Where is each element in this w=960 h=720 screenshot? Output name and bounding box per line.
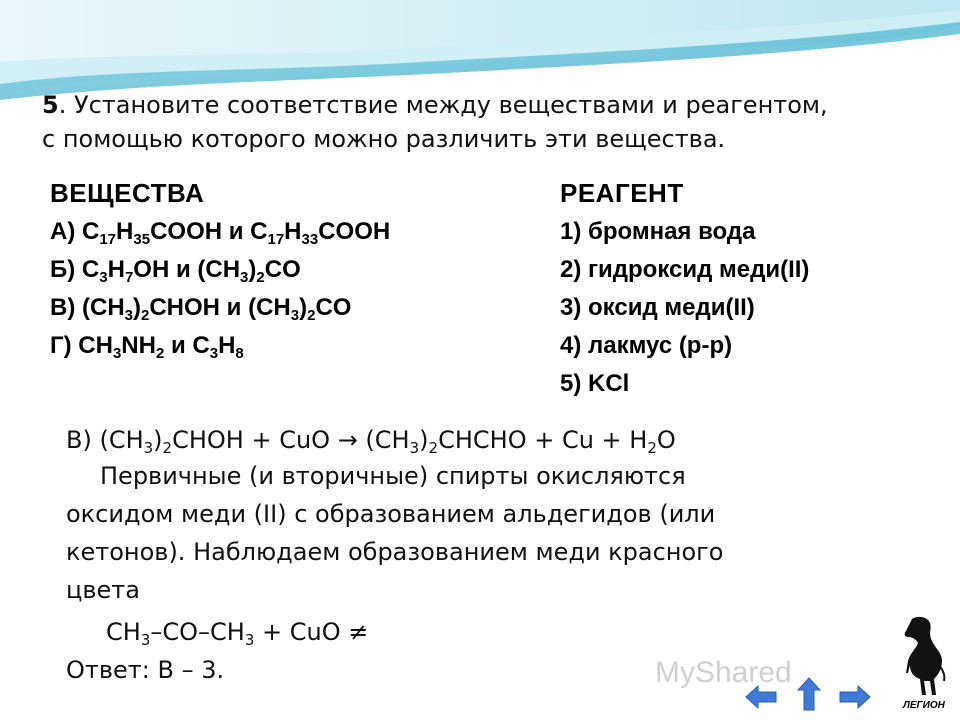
formula-text: и C: [164, 332, 210, 359]
formula-text: CHOH и (CH: [149, 294, 291, 321]
reagent-item: 4) лакмус (р-р): [560, 332, 733, 359]
equation-text: –CO–CH: [150, 618, 245, 646]
solution-text-line: оксидом меди (II) с образованием альдегидов (или: [66, 500, 716, 528]
subscript: 3: [143, 439, 154, 457]
formula-text: CO: [264, 256, 301, 283]
formula-text: COOH и C: [150, 218, 268, 245]
question-line-2: с помощью которого можно различить эти вещества.: [42, 125, 726, 153]
equation-text: + CuO ≠: [254, 618, 369, 646]
reagent-header: РЕАГЕНТ: [560, 178, 684, 208]
subscript: 2: [155, 345, 165, 362]
subscript: 3: [112, 345, 122, 362]
solution-text-line: Первичные (и вторичные) спирты окисляются: [100, 462, 686, 490]
formula-text: OH и (CH: [133, 256, 241, 283]
reagent-item: 3) оксид меди(II): [560, 294, 755, 321]
question-text: [42, 88, 942, 156]
subscript: 2: [162, 439, 173, 457]
subscript: 17: [267, 231, 285, 248]
substance-row: [50, 294, 351, 322]
substance-label: В): [50, 294, 82, 321]
question-line-1: . Установите соответствие между веществами и реагентом,: [58, 91, 828, 119]
subscript: 2: [307, 307, 316, 324]
substance-label: Г): [50, 332, 79, 359]
subscript: 33: [301, 231, 319, 248]
subscript: 3: [409, 439, 420, 457]
subscript: 17: [99, 231, 117, 248]
equation-text: CHOH + CuO → (CH: [172, 426, 410, 454]
formula-text: H: [284, 218, 302, 245]
subscript: 3: [240, 269, 249, 286]
subscript: 2: [141, 307, 150, 324]
equation-text: В) (CH: [66, 426, 144, 454]
equation-text: CH: [106, 618, 141, 646]
logo-label: ЛЕГИОН: [903, 700, 945, 711]
formula-text: ): [133, 294, 141, 321]
reagent-item: 5) KCl: [560, 370, 630, 397]
equation-text: O: [656, 426, 676, 454]
formula-text: H: [107, 256, 125, 283]
formula-text: CO: [315, 294, 352, 321]
formula-text: H: [218, 332, 236, 359]
equation-text: CHCHO + Cu + H: [438, 426, 648, 454]
watermark: MyShared: [655, 656, 792, 689]
substance-label: А): [50, 218, 82, 245]
formula-text: ): [248, 256, 257, 283]
arrow-up-icon[interactable]: [796, 676, 822, 712]
formula-text: (CH: [82, 294, 125, 321]
solution-equation-2: [106, 618, 369, 649]
solution-text-line: кетонов). Наблюдаем образованием меди красного: [66, 538, 724, 566]
arrow-left-icon[interactable]: [744, 684, 778, 710]
subscript: 2: [428, 439, 439, 457]
equation-text: ): [153, 426, 163, 454]
substance-row: [50, 332, 244, 360]
reagent-item: 2) гидроксид меди(II): [560, 256, 810, 283]
formula-text: C: [82, 218, 100, 245]
formula-text: CH: [78, 332, 113, 359]
reagent-item: 1) бромная вода: [560, 218, 756, 245]
subscript: 3: [244, 631, 255, 649]
subscript: 35: [133, 231, 151, 248]
subscript: 2: [647, 439, 657, 457]
question-number: 5: [42, 91, 59, 119]
formula-text: C: [81, 256, 100, 283]
arrow-right-icon[interactable]: [838, 684, 872, 710]
subscript: 3: [290, 307, 300, 324]
subscript: 3: [140, 631, 151, 649]
subscript: 7: [124, 269, 134, 286]
answer-text: Ответ: В – 3.: [66, 656, 225, 684]
subscript: 8: [235, 345, 244, 362]
substance-row: [50, 256, 301, 284]
subscript: 3: [209, 345, 219, 362]
horse-logo-icon: [898, 615, 950, 700]
substance-label: Б): [50, 256, 82, 283]
subscript: 3: [99, 269, 108, 286]
subscript: 3: [124, 307, 133, 324]
solution-equation: [66, 426, 676, 457]
substance-row: [50, 218, 390, 246]
substances-header: ВЕЩЕСТВА: [50, 178, 205, 208]
formula-text: ): [299, 294, 308, 321]
formula-text: COOH: [318, 218, 391, 245]
formula-text: H: [116, 218, 134, 245]
equation-text: ): [419, 426, 429, 454]
formula-text: NH: [121, 332, 156, 359]
subscript: 2: [256, 269, 265, 286]
solution-text-line: цвета: [66, 576, 140, 604]
